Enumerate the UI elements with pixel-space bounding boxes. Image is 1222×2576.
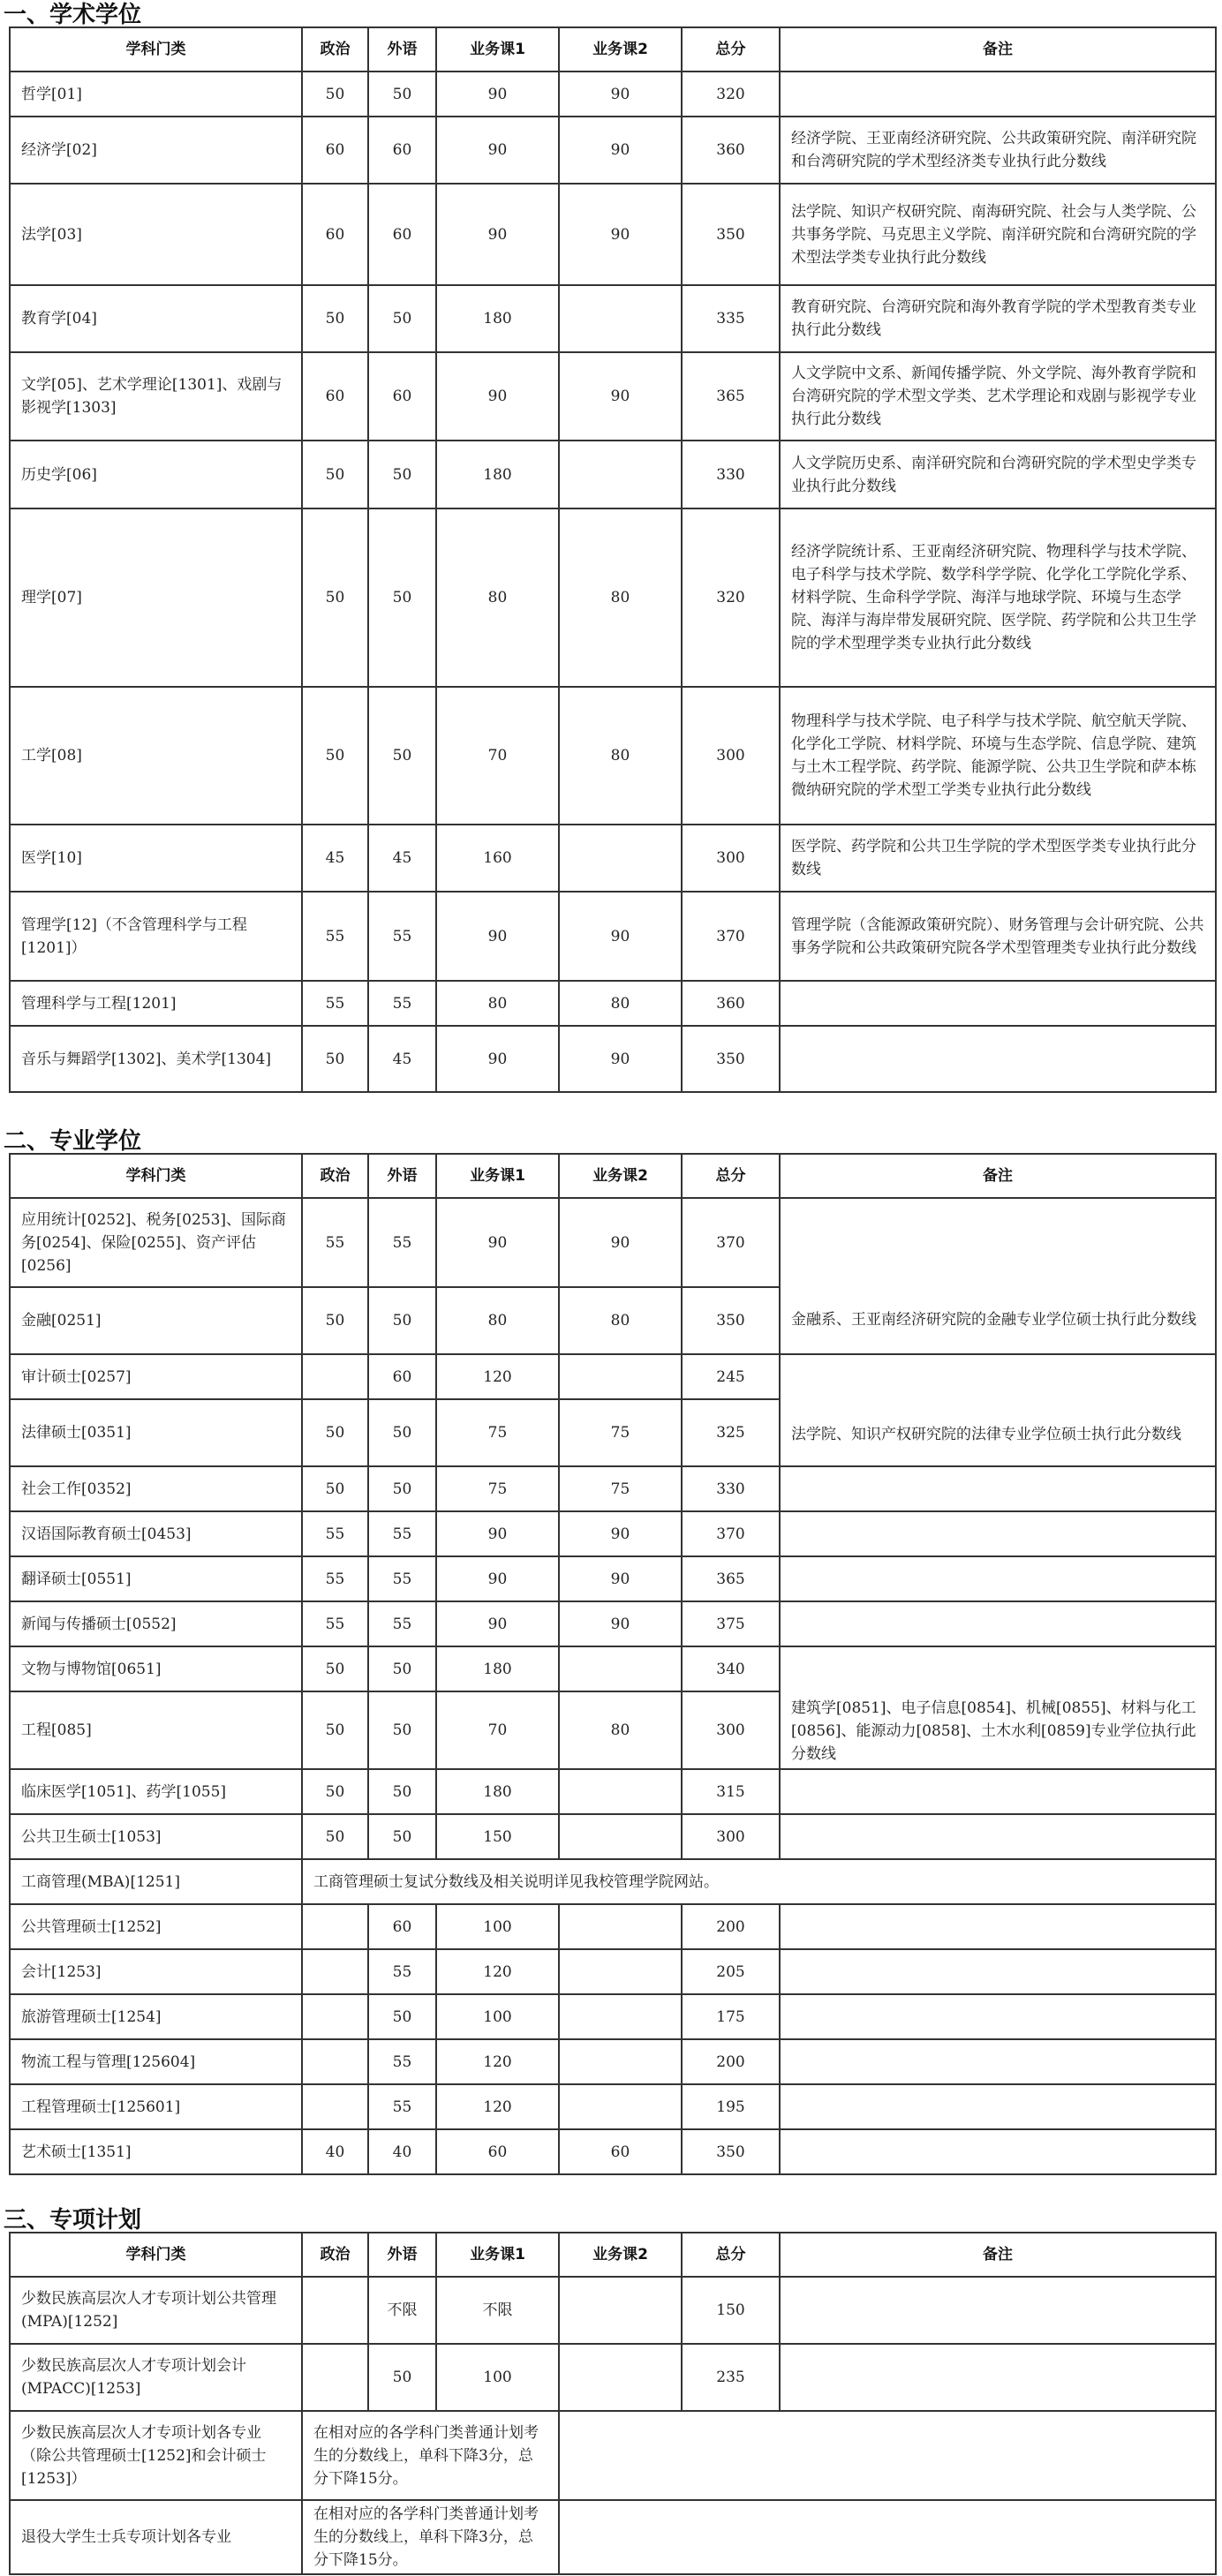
course2-cell: 60 (559, 2129, 682, 2174)
course2-cell: 90 (559, 1026, 682, 1092)
subject-cell: 审计硕士[0257] (10, 1354, 302, 1399)
total-cell: 360 (682, 981, 780, 1026)
note-cell (780, 2344, 1216, 2411)
course2-cell (559, 441, 682, 508)
course1-cell: 100 (436, 1994, 559, 2039)
politics-cell (302, 1949, 368, 1994)
table-row (10, 1026, 1216, 1092)
header-course1: 业务课1 (436, 1154, 559, 1198)
table-row (10, 2277, 1216, 2344)
table-row (10, 1814, 1216, 1859)
language-cell: 60 (368, 1354, 436, 1399)
table-row (10, 1769, 1216, 1814)
language-cell: 50 (368, 2344, 436, 2411)
mba-note-cell: 工商管理硕士复试分数线及相关说明详见我校管理学院网站。 (302, 1859, 1216, 1904)
politics-cell (302, 1354, 368, 1399)
politics-cell: 50 (302, 72, 368, 117)
language-cell: 50 (368, 1814, 436, 1859)
subject-cell: 社会工作[0352] (10, 1466, 302, 1511)
total-cell: 175 (682, 1994, 780, 2039)
course1-cell: 180 (436, 285, 559, 352)
professional-degree-table (9, 1153, 1217, 2175)
table-row (10, 1198, 1216, 1287)
course2-cell (559, 2084, 682, 2129)
note-cell: 物理科学与技术学院、电子科学与技术学院、航空航天学院、化学化工学院、材料学院、环境与生态学院、信息学院、建筑与土木工程学院、药学院、能源学院、公共卫生学院和萨本栋微纳研究院的学术型工学类专业执行此分数线 (780, 687, 1216, 825)
table-row (10, 2084, 1216, 2129)
language-cell: 60 (368, 117, 436, 184)
course1-cell: 100 (436, 1904, 559, 1949)
table-row (10, 981, 1216, 1026)
course1-cell: 90 (436, 1026, 559, 1092)
course2-cell: 90 (559, 1198, 682, 1287)
total-cell: 350 (682, 1026, 780, 1092)
subject-cell: 少数民族高层次人才专项计划各专业（除公共管理硕士[1252]和会计硕士[1253]） (10, 2411, 302, 2500)
language-cell: 50 (368, 508, 436, 687)
note-cell-empty (780, 1769, 1216, 1814)
course2-cell: 90 (559, 1556, 682, 1601)
course1-cell: 90 (436, 72, 559, 117)
total-cell: 300 (682, 687, 780, 825)
course2-cell: 90 (559, 352, 682, 441)
politics-cell: 50 (302, 1814, 368, 1859)
language-cell: 50 (368, 72, 436, 117)
table-row (10, 1994, 1216, 2039)
course1-cell: 180 (436, 1769, 559, 1814)
course2-cell: 80 (559, 1287, 682, 1354)
language-cell: 55 (368, 2084, 436, 2129)
subject-cell: 法学[03] (10, 184, 302, 285)
language-cell: 50 (368, 441, 436, 508)
header-course2: 业务课2 (559, 27, 682, 72)
course1-cell: 90 (436, 184, 559, 285)
table-row (10, 1601, 1216, 1646)
total-cell: 370 (682, 1198, 780, 1287)
politics-cell: 55 (302, 1601, 368, 1646)
table-header-row (10, 2233, 1216, 2277)
table-row (10, 1949, 1216, 1994)
language-cell: 55 (368, 892, 436, 981)
total-cell: 370 (682, 892, 780, 981)
header-politics: 政治 (302, 27, 368, 72)
language-cell: 50 (368, 1769, 436, 1814)
course2-cell: 80 (559, 981, 682, 1026)
note-cell: 医学院、药学院和公共卫生学院的学术型医学类专业执行此分数线 (780, 825, 1216, 892)
politics-cell: 50 (302, 1287, 368, 1354)
course2-cell: 80 (559, 687, 682, 825)
course1-cell: 100 (436, 2344, 559, 2411)
note-cell-empty (780, 2129, 1216, 2174)
total-cell: 195 (682, 2084, 780, 2129)
table-row (10, 1556, 1216, 1601)
header-note: 备注 (780, 27, 1216, 72)
subject-cell: 文学[05]、艺术学理论[1301]、戏剧与影视学[1303] (10, 352, 302, 441)
note-cell-engineering: 建筑学[0851]、电子信息[0854]、机械[0855]、材料与化工[0856]、能源动力[0858]、土木水利[0859]专业学位执行此分数线 (780, 1646, 1216, 1769)
course2-cell (559, 825, 682, 892)
header-politics: 政治 (302, 1154, 368, 1198)
table-row (10, 2344, 1216, 2411)
course2-cell (559, 1904, 682, 1949)
language-cell: 55 (368, 1511, 436, 1556)
subject-cell: 工程[085] (10, 1691, 302, 1769)
course1-cell: 120 (436, 2039, 559, 2084)
politics-cell (302, 2039, 368, 2084)
language-cell: 55 (368, 1556, 436, 1601)
politics-cell: 55 (302, 1511, 368, 1556)
course1-cell: 120 (436, 1354, 559, 1399)
politics-cell: 50 (302, 1466, 368, 1511)
note-cell-empty (780, 2084, 1216, 2129)
politics-cell (302, 2277, 368, 2344)
language-cell: 50 (368, 687, 436, 825)
table-header-row (10, 27, 1216, 72)
course2-cell (559, 1994, 682, 2039)
course1-cell: 90 (436, 1198, 559, 1287)
subject-cell: 历史学[06] (10, 441, 302, 508)
section-title-special: 三、专项计划 (4, 2207, 142, 2233)
total-cell: 200 (682, 2039, 780, 2084)
table-row (10, 1511, 1216, 1556)
table-row (10, 184, 1216, 285)
course2-cell: 90 (559, 1511, 682, 1556)
note-cell-empty (780, 2039, 1216, 2084)
table-row (10, 117, 1216, 184)
header-total: 总分 (682, 1154, 780, 1198)
course1-cell: 120 (436, 1949, 559, 1994)
table-row (10, 2129, 1216, 2174)
table-row (10, 2039, 1216, 2084)
politics-cell (302, 1994, 368, 2039)
subject-cell: 工程管理硕士[125601] (10, 2084, 302, 2129)
note-cell: 教育研究院、台湾研究院和海外教育学院的学术型教育类专业执行此分数线 (780, 285, 1216, 352)
subject-cell: 工商管理(MBA)[1251] (10, 1859, 302, 1904)
total-cell: 205 (682, 1949, 780, 1994)
header-total: 总分 (682, 2233, 780, 2277)
course2-cell: 80 (559, 1691, 682, 1769)
total-cell: 325 (682, 1399, 780, 1466)
note-cell-empty (780, 1601, 1216, 1646)
table-row (10, 1904, 1216, 1949)
note-cell: 经济学院、王亚南经济研究院、公共政策研究院、南洋研究院和台湾研究院的学术型经济类专业执行此分数线 (780, 117, 1216, 184)
course2-cell (559, 1814, 682, 1859)
subject-cell: 文物与博物馆[0651] (10, 1646, 302, 1691)
total-cell: 235 (682, 2344, 780, 2411)
politics-cell: 50 (302, 508, 368, 687)
note-cell: 管理学院（含能源政策研究院）、财务管理与会计研究院、公共事务学院和公共政策研究院各学术型管理类专业执行此分数线 (780, 892, 1216, 981)
politics-cell: 55 (302, 1556, 368, 1601)
language-cell: 50 (368, 285, 436, 352)
course2-cell: 90 (559, 117, 682, 184)
language-cell: 50 (368, 1399, 436, 1466)
course2-cell (559, 2277, 682, 2344)
course1-cell: 160 (436, 825, 559, 892)
total-cell: 370 (682, 1511, 780, 1556)
academic-degree-table (9, 26, 1217, 1093)
total-cell: 200 (682, 1904, 780, 1949)
politics-cell: 50 (302, 1691, 368, 1769)
course2-cell: 75 (559, 1399, 682, 1466)
politics-cell: 55 (302, 892, 368, 981)
language-cell: 55 (368, 2039, 436, 2084)
subject-cell: 金融[0251] (10, 1287, 302, 1354)
total-cell: 315 (682, 1769, 780, 1814)
politics-cell (302, 2084, 368, 2129)
total-cell: 300 (682, 1691, 780, 1769)
language-cell: 55 (368, 981, 436, 1026)
total-cell: 350 (682, 2129, 780, 2174)
subject-cell: 公共卫生硕士[1053] (10, 1814, 302, 1859)
language-cell: 50 (368, 1646, 436, 1691)
note-cell: 经济学院统计系、王亚南经济研究院、物理科学与技术学院、电子科学与技术学院、数学科学学院、化学化工学院化学系、材料学院、生命科学学院、海洋与地球学院、环境与生态学院、海洋与海岸带发展研究院、医学院、药学院和公共卫生学院的学术型理学类专业执行此分数线 (780, 508, 1216, 687)
politics-cell: 55 (302, 1198, 368, 1287)
subject-cell: 新闻与传播硕士[0552] (10, 1601, 302, 1646)
total-cell: 365 (682, 1556, 780, 1601)
total-cell: 350 (682, 184, 780, 285)
course2-cell: 90 (559, 72, 682, 117)
language-cell: 55 (368, 1198, 436, 1287)
table-row (10, 352, 1216, 441)
total-cell: 360 (682, 117, 780, 184)
note-cell (780, 72, 1216, 117)
course1-cell: 90 (436, 352, 559, 441)
subject-cell: 退役大学生士兵专项计划各专业 (10, 2500, 302, 2574)
course1-cell: 75 (436, 1399, 559, 1466)
subject-cell: 物流工程与管理[125604] (10, 2039, 302, 2084)
subject-cell: 经济学[02] (10, 117, 302, 184)
total-cell: 300 (682, 825, 780, 892)
note-cell-empty (780, 1511, 1216, 1556)
header-course2: 业务课2 (559, 1154, 682, 1198)
politics-cell: 50 (302, 441, 368, 508)
subject-cell: 哲学[01] (10, 72, 302, 117)
course1-cell: 80 (436, 508, 559, 687)
subject-cell: 公共管理硕士[1252] (10, 1904, 302, 1949)
note-cell-empty (780, 1904, 1216, 1949)
total-cell: 330 (682, 441, 780, 508)
table-row (10, 285, 1216, 352)
section-title-academic: 一、学术学位 (4, 2, 142, 28)
total-cell: 365 (682, 352, 780, 441)
course1-cell: 75 (436, 1466, 559, 1511)
language-cell: 60 (368, 352, 436, 441)
subject-cell: 艺术硕士[1351] (10, 2129, 302, 2174)
table-row (10, 441, 1216, 508)
total-cell: 320 (682, 72, 780, 117)
course2-cell (559, 285, 682, 352)
language-cell: 45 (368, 1026, 436, 1092)
politics-cell: 40 (302, 2129, 368, 2174)
course2-cell: 90 (559, 892, 682, 981)
note-cell-empty (780, 1556, 1216, 1601)
language-cell: 60 (368, 1904, 436, 1949)
header-course1: 业务课1 (436, 2233, 559, 2277)
header-total: 总分 (682, 27, 780, 72)
language-cell: 60 (368, 184, 436, 285)
politics-cell (302, 1904, 368, 1949)
politics-cell: 55 (302, 981, 368, 1026)
course2-cell (559, 1769, 682, 1814)
subject-cell: 翻译硕士[0551] (10, 1556, 302, 1601)
language-cell: 40 (368, 2129, 436, 2174)
course2-cell (559, 1646, 682, 1691)
language-cell: 不限 (368, 2277, 436, 2344)
table-row (10, 2411, 1216, 2500)
subject-cell: 应用统计[0252]、税务[0253]、国际商务[0254]、保险[0255]、资产评估[0256] (10, 1198, 302, 1287)
subject-cell: 工学[08] (10, 687, 302, 825)
note-cell (780, 2277, 1216, 2344)
section-title-professional: 二、专业学位 (4, 1128, 142, 1155)
subject-cell: 少数民族高层次人才专项计划公共管理(MPA)[1252] (10, 2277, 302, 2344)
course1-cell: 90 (436, 1556, 559, 1601)
subject-cell: 法律硕士[0351] (10, 1399, 302, 1466)
table-row (10, 687, 1216, 825)
special-plan-table (9, 2232, 1217, 2575)
course1-cell: 150 (436, 1814, 559, 1859)
subject-cell: 临床医学[1051]、药学[1055] (10, 1769, 302, 1814)
subject-cell: 旅游管理硕士[1254] (10, 1994, 302, 2039)
note-cell-empty (559, 2411, 1216, 2500)
total-cell: 350 (682, 1287, 780, 1354)
subject-cell: 教育学[04] (10, 285, 302, 352)
table-row (10, 72, 1216, 117)
note-cell: 法学院、知识产权研究院、南海研究院、社会与人类学院、公共事务学院、马克思主义学院、南洋研究院和台湾研究院的学术型法学类专业执行此分数线 (780, 184, 1216, 285)
subject-cell: 管理学[12]（不含管理科学与工程[1201]） (10, 892, 302, 981)
course2-cell: 75 (559, 1466, 682, 1511)
course1-cell: 90 (436, 1601, 559, 1646)
note-cell-empty (780, 1466, 1216, 1511)
special-plan-rule-cell: 在相对应的各学科门类普通计划考生的分数线上，单科下降3分，总分下降15分。 (302, 2411, 559, 2500)
header-subject: 学科门类 (10, 1154, 302, 1198)
language-cell: 50 (368, 1994, 436, 2039)
politics-cell: 50 (302, 1399, 368, 1466)
politics-cell: 50 (302, 1769, 368, 1814)
total-cell: 320 (682, 508, 780, 687)
note-cell-law: 法学院、知识产权研究院的法律专业学位硕士执行此分数线 (780, 1354, 1216, 1466)
course1-cell: 120 (436, 2084, 559, 2129)
subject-cell: 少数民族高层次人才专项计划会计(MPACC)[1253] (10, 2344, 302, 2411)
total-cell: 245 (682, 1354, 780, 1399)
language-cell: 45 (368, 825, 436, 892)
course2-cell (559, 2344, 682, 2411)
politics-cell: 60 (302, 184, 368, 285)
total-cell: 330 (682, 1466, 780, 1511)
subject-cell: 音乐与舞蹈学[1302]、美术学[1304] (10, 1026, 302, 1092)
subject-cell: 汉语国际教育硕士[0453] (10, 1511, 302, 1556)
language-cell: 50 (368, 1466, 436, 1511)
special-plan-rule-cell: 在相对应的各学科门类普通计划考生的分数线上，单科下降3分，总分下降15分。 (302, 2500, 559, 2574)
course1-cell: 180 (436, 1646, 559, 1691)
header-language: 外语 (368, 2233, 436, 2277)
subject-cell: 管理科学与工程[1201] (10, 981, 302, 1026)
course1-cell: 90 (436, 892, 559, 981)
note-cell-empty (780, 1994, 1216, 2039)
header-note: 备注 (780, 1154, 1216, 1198)
total-cell: 375 (682, 1601, 780, 1646)
header-language: 外语 (368, 27, 436, 72)
note-cell: 人文学院中文系、新闻传播学院、外文学院、海外教育学院和台湾研究院的学术型文学类、艺术学理论和戏剧与影视学专业执行此分数线 (780, 352, 1216, 441)
course1-cell: 180 (436, 441, 559, 508)
subject-cell: 医学[10] (10, 825, 302, 892)
header-course2: 业务课2 (559, 2233, 682, 2277)
course2-cell (559, 2039, 682, 2084)
course1-cell: 70 (436, 1691, 559, 1769)
table-row (10, 1859, 1216, 1904)
politics-cell: 50 (302, 687, 368, 825)
header-subject: 学科门类 (10, 2233, 302, 2277)
table-row (10, 2500, 1216, 2574)
language-cell: 50 (368, 1691, 436, 1769)
language-cell: 55 (368, 1949, 436, 1994)
header-language: 外语 (368, 1154, 436, 1198)
header-course1: 业务课1 (436, 27, 559, 72)
course2-cell (559, 1354, 682, 1399)
language-cell: 50 (368, 1287, 436, 1354)
course2-cell: 90 (559, 1601, 682, 1646)
language-cell: 55 (368, 1601, 436, 1646)
politics-cell: 50 (302, 1646, 368, 1691)
total-cell: 150 (682, 2277, 780, 2344)
politics-cell: 45 (302, 825, 368, 892)
subject-cell: 理学[07] (10, 508, 302, 687)
course1-cell: 90 (436, 1511, 559, 1556)
table-row (10, 825, 1216, 892)
course1-cell: 60 (436, 2129, 559, 2174)
note-cell (780, 1026, 1216, 1092)
total-cell: 340 (682, 1646, 780, 1691)
header-note: 备注 (780, 2233, 1216, 2277)
politics-cell: 60 (302, 352, 368, 441)
total-cell: 335 (682, 285, 780, 352)
table-row (10, 508, 1216, 687)
course1-cell: 90 (436, 117, 559, 184)
course2-cell (559, 1949, 682, 1994)
politics-cell (302, 2344, 368, 2411)
politics-cell: 60 (302, 117, 368, 184)
course1-cell: 80 (436, 1287, 559, 1354)
table-row (10, 1466, 1216, 1511)
course2-cell: 90 (559, 184, 682, 285)
header-politics: 政治 (302, 2233, 368, 2277)
course2-cell: 80 (559, 508, 682, 687)
course1-cell: 80 (436, 981, 559, 1026)
note-cell (780, 981, 1216, 1026)
course1-cell: 不限 (436, 2277, 559, 2344)
table-row (10, 1646, 1216, 1691)
subject-cell: 会计[1253] (10, 1949, 302, 1994)
note-cell-empty (780, 1949, 1216, 1994)
note-cell-empty (780, 1814, 1216, 1859)
total-cell: 300 (682, 1814, 780, 1859)
table-header-row (10, 1154, 1216, 1198)
table-row (10, 1354, 1216, 1399)
note-cell: 人文学院历史系、南洋研究院和台湾研究院的学术型史学类专业执行此分数线 (780, 441, 1216, 508)
course1-cell: 70 (436, 687, 559, 825)
note-cell-finance: 金融系、王亚南经济研究院的金融专业学位硕士执行此分数线 (780, 1198, 1216, 1354)
table-row (10, 892, 1216, 981)
politics-cell: 50 (302, 285, 368, 352)
note-cell-empty (559, 2500, 1216, 2574)
politics-cell: 50 (302, 1026, 368, 1092)
header-subject: 学科门类 (10, 27, 302, 72)
